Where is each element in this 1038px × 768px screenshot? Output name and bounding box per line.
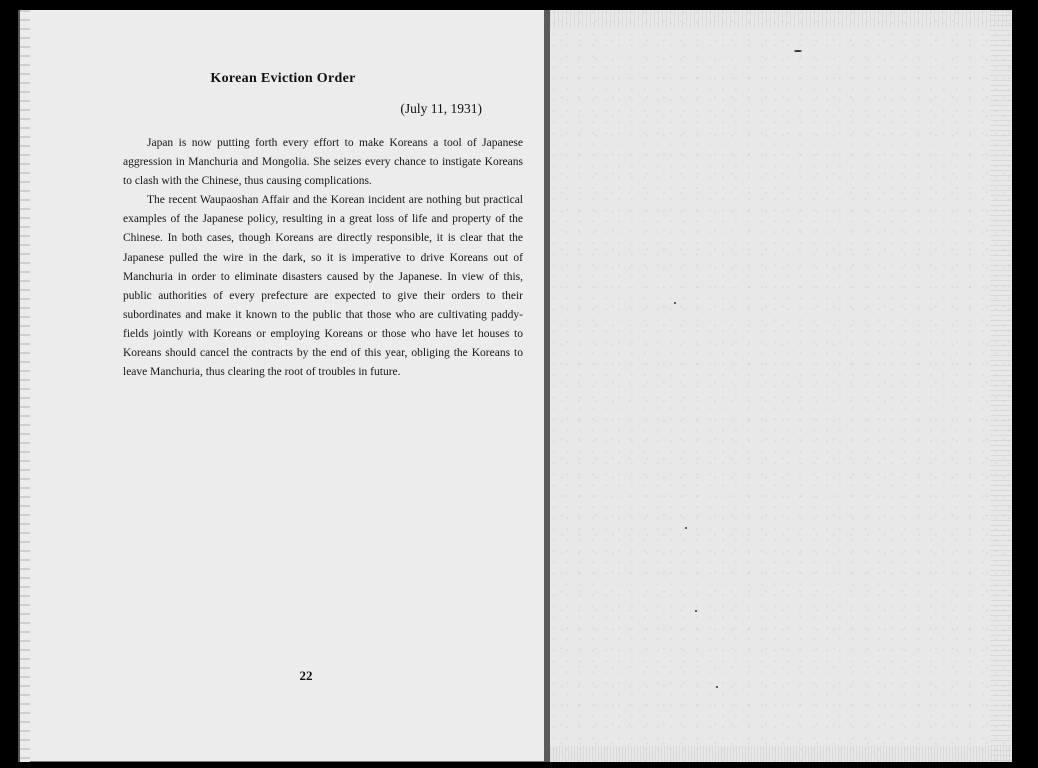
paragraph-1: Japan is now putting forth every effort to make Koreans a tool of Japanese aggression in Manchuria and Mongolia. She seizes every chance to instigate Koreans to clash with the Chinese, thus causing complications. (123, 137, 523, 188)
speck (685, 527, 687, 529)
speck (716, 686, 718, 688)
speck (695, 610, 697, 612)
document-title: Korean Eviction Order (210, 71, 356, 86)
page-number: 22 (299, 668, 313, 683)
left-page-edge (20, 10, 30, 762)
document-date: (July 11, 1931) (400, 101, 482, 116)
right-page-side-edge (990, 10, 1012, 762)
right-page-bottom-edge (550, 746, 1012, 762)
left-page-bottom-edge (30, 755, 546, 762)
right-page-top-edge (550, 10, 1012, 28)
speck (674, 302, 676, 304)
paragraph-2: The recent Waupaoshan Affair and the Korean incident are nothing but practical examples of the Japanese policy, resulting in a great loss of life and property of the Chinese. In both cases, though Koreans are directly responsible, it is clear that the Japanese pulled the wire in the dark, so it is imperative to drive Koreans out of Manchuria in order to eliminate disasters caused by the Japanese. In view of this, public authorities of every prefecture are expected to give their orders to their subordinates and make it known to the public that those who are cultivating paddy-fields jointly with Koreans or employing Koreans or those who have let houses to Koreans should cancel the contracts by the end of this year, obliging the Koreans to leave Manchuria, thus clearing the root of troubles in future. (123, 194, 523, 379)
right-blank-page (550, 10, 1012, 762)
left-page (18, 10, 546, 762)
speck (794, 50, 802, 52)
document-body (123, 134, 523, 382)
